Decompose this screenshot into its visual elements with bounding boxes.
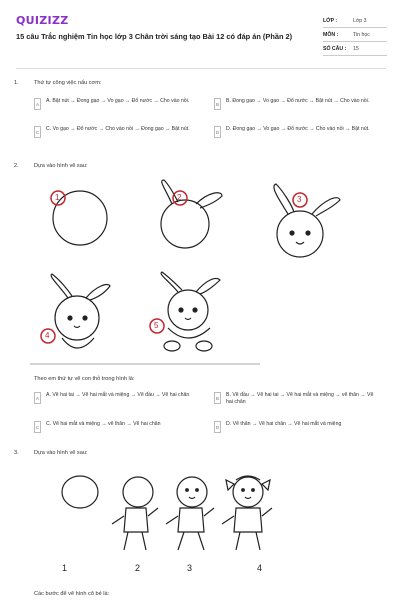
option-text: A. Vẽ hai tai → Vẽ hai mắt và miệng → Vẽ đầu → Vẽ hai chân xyxy=(46,392,190,398)
meta-table xyxy=(323,14,387,56)
option-letter: A xyxy=(34,392,41,404)
rabbit-step-5 xyxy=(140,272,260,364)
rabbit-drawing-figure xyxy=(30,178,380,368)
meta-value: 15 xyxy=(353,45,359,52)
option-text: D. Đong gạo → Vo gạo → Đổ nước → Cho vào nồi → Bật nút. xyxy=(226,126,370,132)
question-followup: Theo em thứ tự vẽ con thỏ trong hình là: xyxy=(34,376,135,382)
option-letter: C xyxy=(34,421,41,433)
option-letter: D xyxy=(214,421,221,433)
meta-key: SỐ CÂU : xyxy=(323,45,347,52)
meta-row-subject xyxy=(323,28,387,42)
meta-key: MÔN : xyxy=(323,31,339,38)
girl-drawing-figure xyxy=(50,470,290,555)
meta-value: Lớp 3 xyxy=(353,17,367,24)
rabbit-step-3 xyxy=(274,184,340,257)
girl-step-2 xyxy=(112,477,158,550)
question-number: 1. xyxy=(14,80,19,86)
rabbit-step-4 xyxy=(30,274,140,364)
figure-label: 4 xyxy=(257,563,263,573)
option-letter: B xyxy=(214,98,221,110)
question-followup: Các bước để vẽ hình cô bé là: xyxy=(34,591,110,597)
option-text: A. Bật nút → Đong gạo → Vo gạo → Đổ nước → Cho vào nồi. xyxy=(46,98,190,104)
figure-label: 5 xyxy=(154,321,159,330)
header-divider xyxy=(16,68,386,69)
figure-label: 1 xyxy=(62,563,68,573)
option-letter: D xyxy=(214,126,221,138)
quizizz-logo: QUIZIZZ xyxy=(16,14,69,27)
question-prompt: Thứ tự công việc nấu cơm: xyxy=(34,80,102,86)
question-number: 3. xyxy=(14,450,19,456)
figure-label: 4 xyxy=(45,331,50,340)
figure-label: 2 xyxy=(177,193,182,202)
meta-row-class xyxy=(323,14,387,28)
option-text: D. Vẽ thân → Vẽ hai chân → Vẽ hai mắt và miệng xyxy=(226,421,342,427)
option-text: B. Vẽ đầu → Vẽ hai tai → Vẽ hai mắt và miệng → vẽ thân → Vẽ hai chân xyxy=(226,392,374,405)
worksheet-header xyxy=(0,0,400,65)
figure-label: 3 xyxy=(297,195,302,204)
girl-step-1 xyxy=(62,476,98,508)
meta-row-count xyxy=(323,42,387,56)
option-text: C. Vo gạo → Đổ nước → Cho vào nồi → Đong gạo → Bật nút. xyxy=(46,126,190,132)
figure-label: 2 xyxy=(135,563,141,573)
girl-step-3 xyxy=(166,477,214,550)
option-letter: A xyxy=(34,98,41,110)
document-title: 15 câu Trắc nghiệm Tin học lớp 3 Chân trời sáng tạo Bài 12 có đáp án (Phần 2) xyxy=(16,32,293,41)
option-text: B. Đong gạo → Vo gạo → Đổ nước → Bật nút → Cho vào nồi. xyxy=(226,98,370,104)
question-prompt: Dựa vào hình vẽ sau: xyxy=(34,163,88,169)
question-prompt: Dựa vào hình vẽ sau: xyxy=(34,450,88,456)
rabbit-step-2 xyxy=(161,180,222,248)
meta-value: Tin học xyxy=(353,31,370,38)
figure-label: 1 xyxy=(55,193,60,202)
question-number: 2. xyxy=(14,163,19,169)
option-text: C. Vẽ hai mắt và miệng → vẽ thân → Vẽ hai chân xyxy=(46,421,161,427)
option-letter: C xyxy=(34,126,41,138)
girl-step-4 xyxy=(222,476,272,550)
option-letter: B xyxy=(214,392,221,404)
figure-label: 3 xyxy=(187,563,193,573)
meta-key: LỚP : xyxy=(323,17,338,24)
